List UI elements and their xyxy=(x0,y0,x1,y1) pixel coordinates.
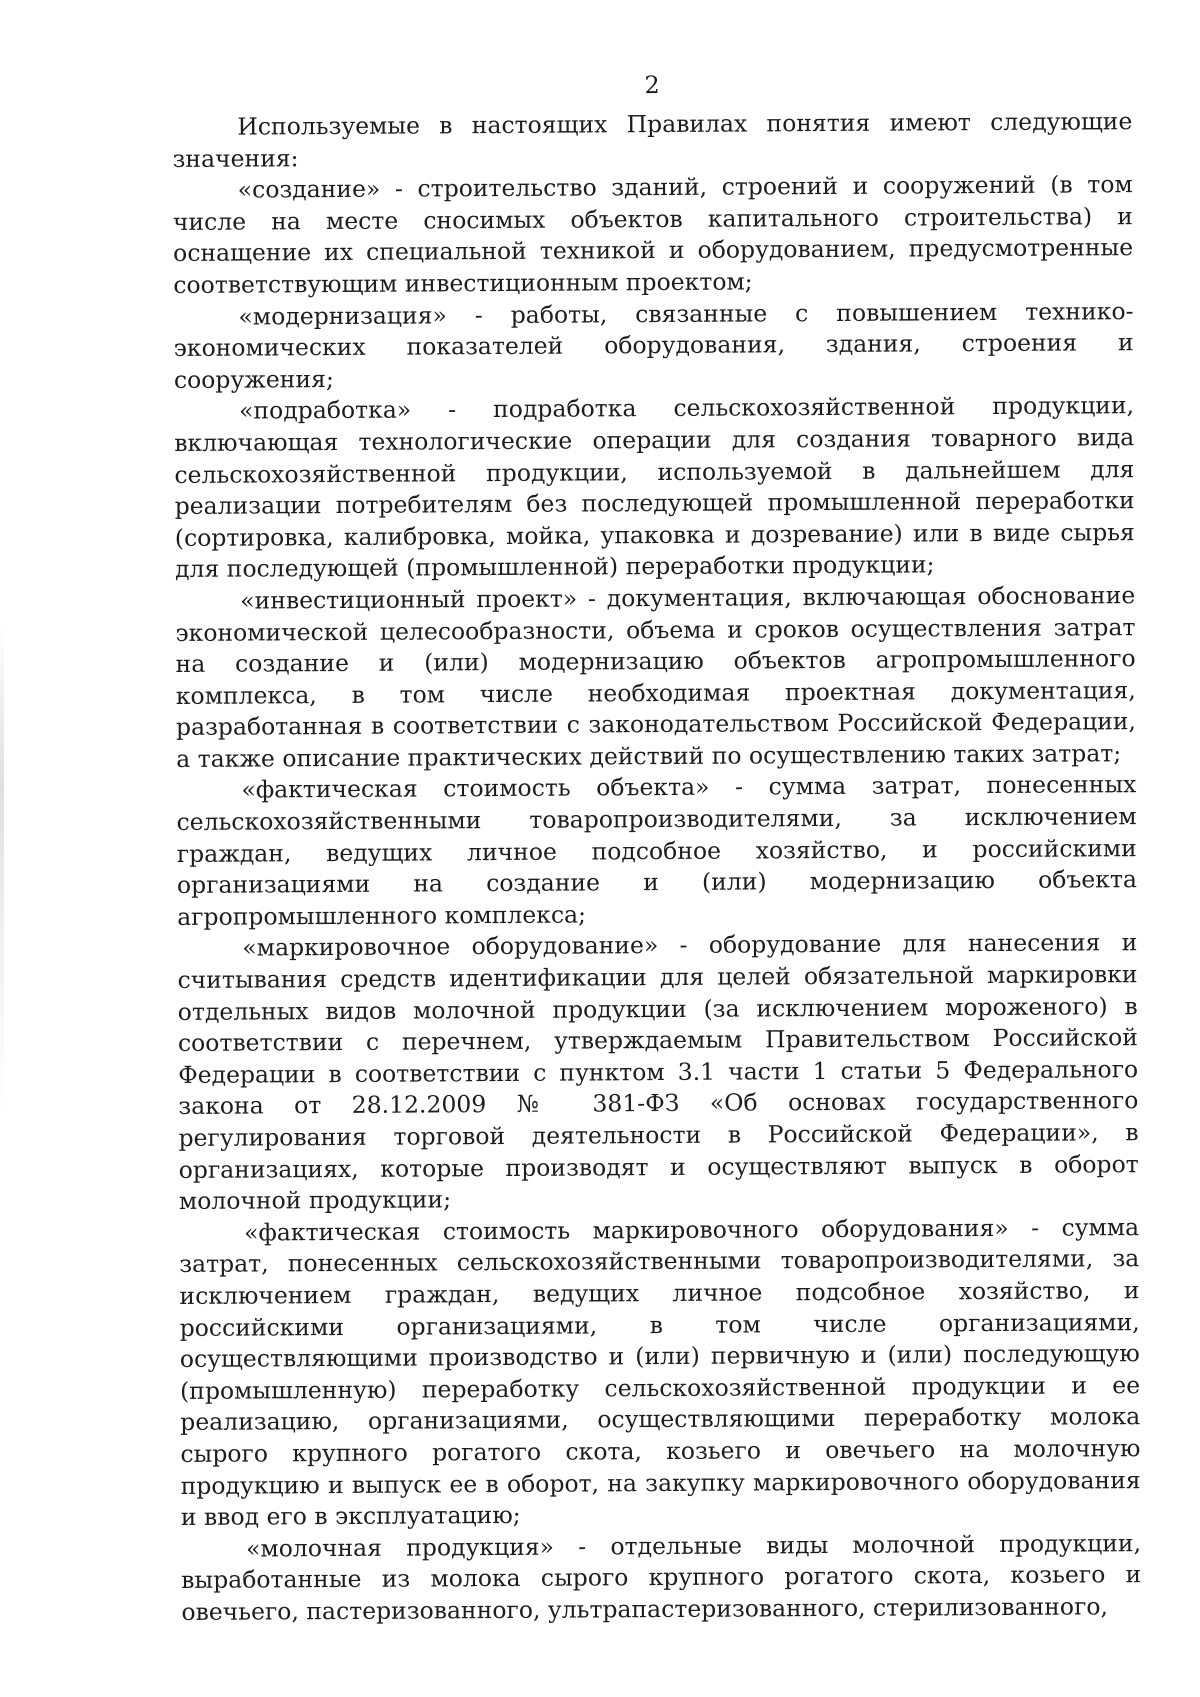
document-page xyxy=(172,64,1142,1628)
paragraph-definition-modernizatsiya: «модернизация» - работы, связанные с повышением технико-экономических показателей оборудования, здания, строения и сооружения; xyxy=(173,296,1134,394)
scan-edge-shadow xyxy=(0,620,4,1120)
paragraph-definition-fakticheskaya-stoimost-markirovochnogo: «фактическая стоимость маркировочного оборудования» - сумма затрат, понесенных сельскохозяйственными товаропроизводителями, за исключением граждан, ведущих личное подсобное хозяйство, и российскими организациями, в том числе организациями, осуществляющими производство и (или) первичную и (или) последующую (промышленную) переработку сельскохозяйственной продукции и ее реализацию, организациями, осуществляющими переработку молока сырого крупного рогатого скота, козьего и овечьего на молочную продукцию и выпуск ее в оборот, на закупку маркировочного оборудования и ввод его в эксплуатацию; xyxy=(179,1212,1141,1532)
paragraph-definition-markirovochnoe-oborudovanie: «маркировочное оборудование» - оборудование для нанесения и считывания средств идентификации для целей обязательной маркировки отдельных видов молочной продукции (за исключением мороженого) в соответствии с перечнем, утверждаемым Правительством Российской Федерации в соответствии с пунктом 3.1 части 1 статьи 5 Федерального закона от 28.12.2009 № 381-ФЗ «Об основах государственного регулирования торговой деятельности в Российской Федерации», в организациях, которые производят и осуществляют выпуск в оборот молочной продукции; xyxy=(177,928,1139,1216)
paragraph-definition-sozdanie: «создание» - строительство зданий, строений и сооружений (в том числе на месте сносимых объектов капитального строительства) и оснащение их специальной техникой и оборудованием, предусмотренные соответствующим инвестиционным проектом; xyxy=(172,170,1134,299)
paragraph-definition-investitsionny-proekt: «инвестиционный проект» - документация, включающая обоснование экономической целесообразности, объема и сроков осуществления затрат на создание и (или) модернизацию объектов агропромышленного комплекса, в том числе необходимая проектная документация, разработанная в соответствии с законодательством Российской Федерации, а также описание практических действий по осуществлению таких затрат; xyxy=(175,581,1137,773)
paragraph-definition-molochnaya-produktsiya: «молочная продукция» - отдельные виды молочной продукции, выработанные из молока сырого крупного рогатого скота, козьего и овечьего, пастеризованного, ультрапастеризованного, стерилизованного, xyxy=(181,1528,1142,1626)
paragraph-definition-podrabotka: «подработка» - подработка сельскохозяйственной продукции, включающая технологические операции для создания товарного вида сельскохозяйственной продукции, используемой в дальнейшем для реализации потребителям без последующей промышленной переработки (сортировка, калибровка, мойка, упаковка и дозревание) или в виде сырья для последующей (промышленной) переработки продукции; xyxy=(174,391,1135,584)
page-number: 2 xyxy=(644,71,660,100)
paragraph-intro: Используемые в настоящих Правилах понятия имеют следующие значения: xyxy=(172,107,1133,173)
paragraph-definition-fakticheskaya-stoimost-obekta: «фактическая стоимость объекта» - сумма затрат, понесенных сельскохозяйственными товаропроизводителями, за исключением граждан, ведущих личное подсобное хозяйство, и российскими организациями на создание и (или) модернизацию объекта агропромышленного комплекса; xyxy=(176,770,1138,931)
